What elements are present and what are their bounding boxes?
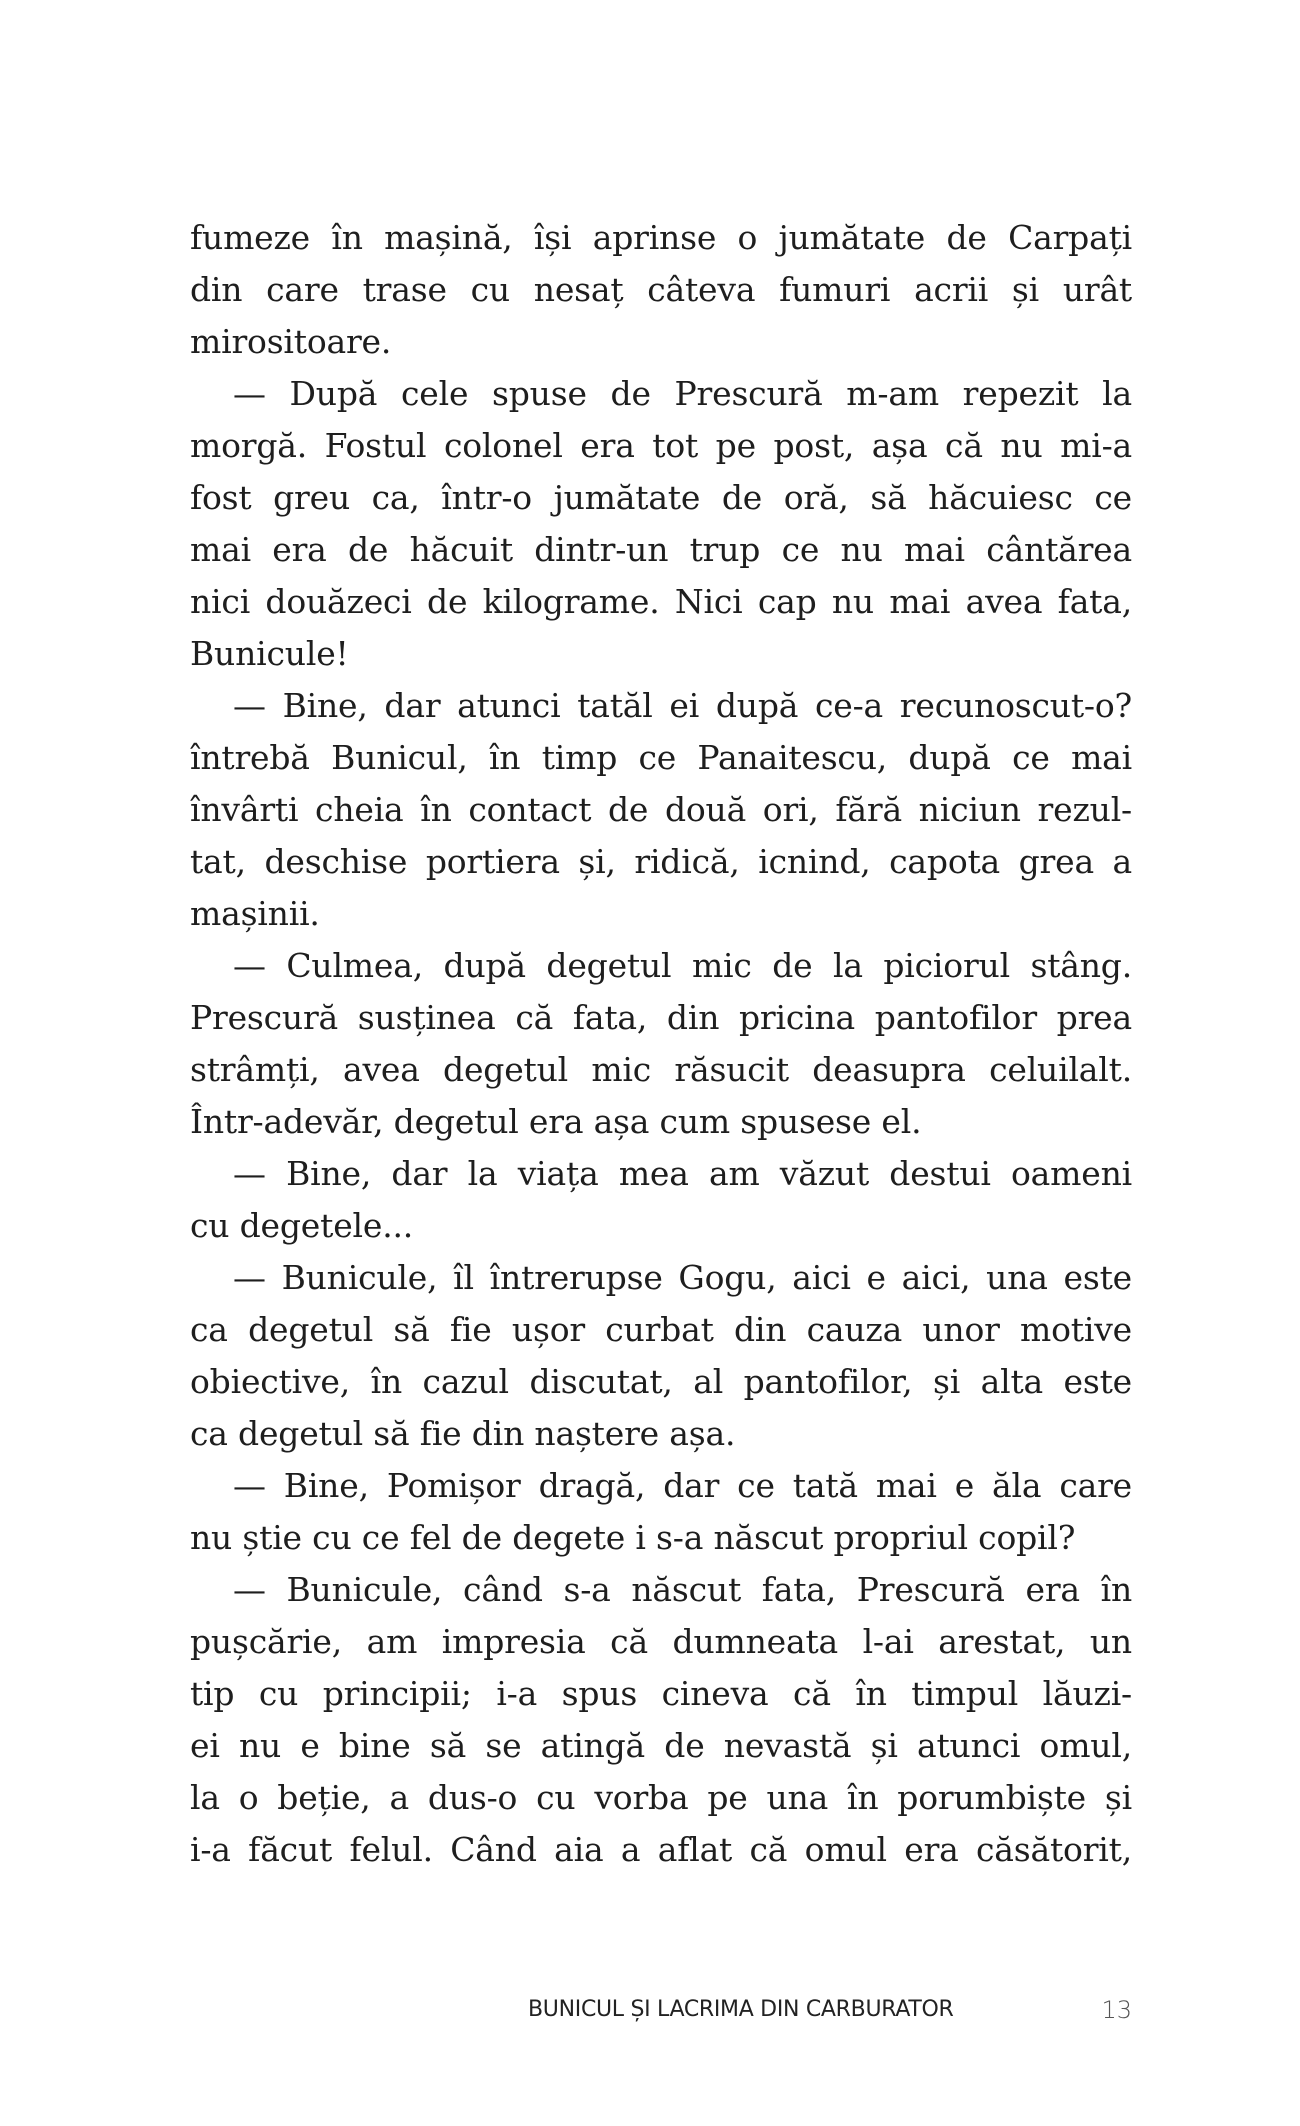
text-line: Într-adevăr, degetul era așa cum spusese el. [190, 1102, 922, 1141]
text-line: întrebă Bunicul, în timp ce Panaitescu, după ce mai [190, 738, 1132, 777]
text-line: mirositoare. [190, 322, 392, 361]
text-line: ca degetul să fie ușor curbat din cauza unor motive [190, 1310, 1132, 1349]
text-line: pușcărie, am impresia că dumneata l-ai arestat, un [190, 1622, 1132, 1661]
text-line: strâmți, avea degetul mic răsucit deasupra celuilalt. [190, 1050, 1132, 1089]
text-line: — Bine, dar la viața mea am văzut destui oameni [233, 1154, 1132, 1193]
text-line: din care trase cu nesaț câteva fumuri acrii și urât [190, 270, 1132, 309]
text-line: — Bine, Pomișor dragă, dar ce tată mai e ăla care [233, 1466, 1132, 1505]
page-number: 13 [1101, 1996, 1132, 2024]
text-line: tip cu principii; i-a spus cineva că în timpul lăuzi- [190, 1674, 1132, 1713]
text-line: Bunicule! [190, 634, 349, 673]
text-line: — Culmea, după degetul mic de la piciorul stâng. [233, 946, 1132, 985]
text-line: nici douăzeci de kilograme. Nici cap nu mai avea fata, [190, 582, 1132, 621]
text-line: fumeze în mașină, își aprinse o jumătate de Carpați [190, 218, 1132, 257]
text-line: nu știe cu ce fel de degete i s-a născut propriul copil? [190, 1518, 1076, 1557]
text-line: morgă. Fostul colonel era tot pe post, așa că nu mi-a [190, 426, 1132, 465]
text-line: — Bunicule, când s-a născut fata, Prescură era în [233, 1570, 1132, 1609]
text-line: — Bunicule, îl întrerupse Gogu, aici e aici, una este [233, 1258, 1132, 1297]
text-line: mașinii. [190, 894, 320, 933]
text-line: tat, deschise portiera și, ridică, icnind, capota grea a [190, 842, 1132, 881]
text-line: ca degetul să fie din naștere așa. [190, 1414, 736, 1453]
running-footer [528, 1996, 1132, 2026]
text-line: la o beție, a dus-o cu vorba pe una în porumbiște și [190, 1778, 1132, 1817]
text-line: fost greu ca, într-o jumătate de oră, să hăcuiesc ce [190, 478, 1132, 517]
text-line: mai era de hăcuit dintr-un trup ce nu mai cântărea [190, 530, 1132, 569]
text-line: obiective, în cazul discutat, al pantofilor, și alta este [190, 1362, 1132, 1401]
text-line: ei nu e bine să se atingă de nevastă și atunci omul, [190, 1726, 1132, 1765]
text-line: — După cele spuse de Prescură m-am repezit la [233, 374, 1132, 413]
text-line: — Bine, dar atunci tatăl ei după ce-a recunoscut-o? [233, 686, 1132, 725]
text-line: Prescură susținea că fata, din pricina pantofilor prea [190, 998, 1132, 1037]
body-text [190, 212, 1132, 1876]
text-line: învârti cheia în contact de două ori, fără niciun rezul- [190, 790, 1132, 829]
text-line: i-a făcut felul. Când aia a aflat că omul era căsătorit, [190, 1830, 1132, 1869]
text-line: cu degetele... [190, 1206, 414, 1245]
running-title: BUNICUL ȘI LACRIMA DIN CARBURATOR [528, 1997, 954, 2022]
